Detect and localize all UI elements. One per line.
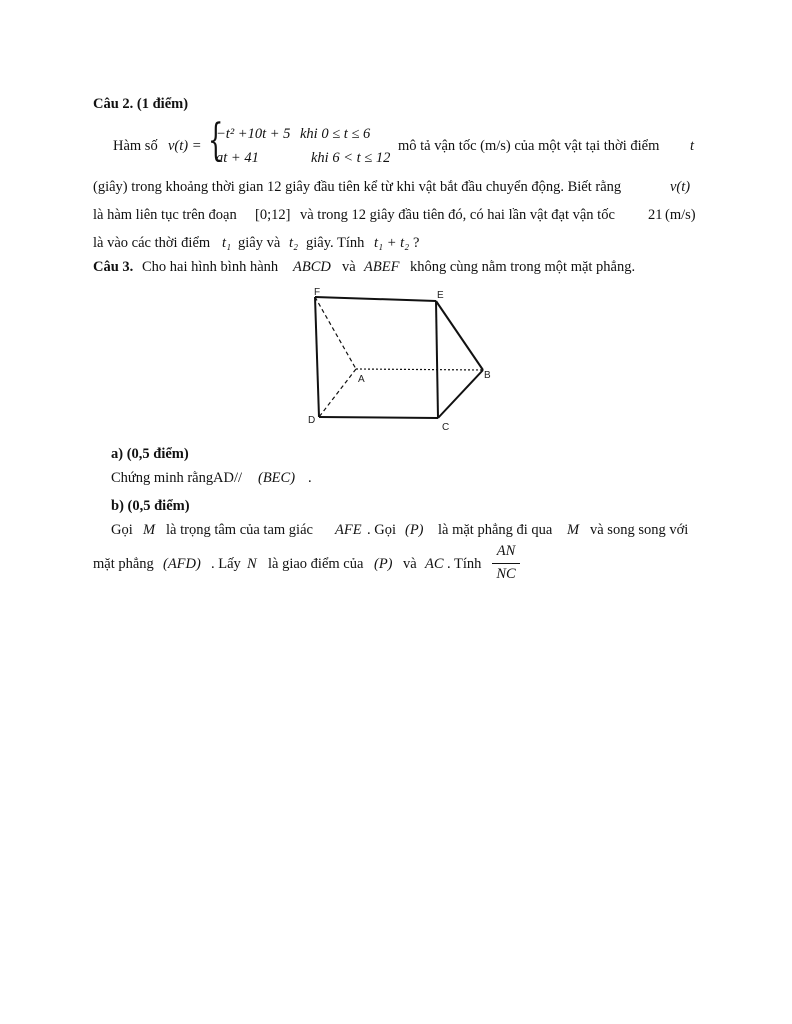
edge-dc [319, 417, 438, 418]
q2-unit: (m/s) [665, 207, 696, 223]
edge-ad-hidden [319, 369, 356, 417]
part-b-l1-c: . Gọi [367, 522, 396, 538]
q2-case1-expr: −t² +10t + 5 [216, 126, 291, 142]
part-b-heading: b) (0,5 điểm) [111, 498, 190, 514]
q2-after-function: mô tả vận tốc (m/s) của một vật tại thời điểm [398, 138, 660, 154]
q2-case1-cond: khi 0 ≤ t ≤ 6 [300, 126, 371, 142]
part-b-l2-b: . Lấy [211, 556, 241, 572]
edge-bc [438, 370, 483, 418]
part-b-afd: (AFD) [163, 556, 201, 572]
part-b-l1-a: Gọi [111, 522, 133, 538]
edge-ec [436, 301, 438, 418]
q2-heading: Câu 2. (1 điểm) [93, 96, 189, 112]
q2-line4-a: là vào các thời điểm [93, 235, 211, 251]
piecewise-brace: { [208, 115, 224, 166]
q3-abcd: ABCD [293, 259, 331, 275]
q2-case2-cond: khi 6 < t ≤ 12 [311, 150, 391, 166]
part-b-l2-c: là giao điểm của [268, 556, 364, 572]
q2-line4-c: giây. Tính [306, 235, 365, 251]
q2-line3-b: và trong 12 giây đầu tiên đó, có hai lần vật đạt vận tốc [300, 207, 615, 223]
fraction-numerator: AN [496, 543, 516, 559]
part-b-ac: AC [425, 556, 444, 572]
q2-sum: t₁ + t₂ [374, 235, 410, 251]
edge-eb [436, 301, 483, 370]
edge-ab-hidden [356, 369, 483, 370]
edge-fd [315, 297, 319, 417]
part-b-p: (P) [405, 522, 424, 538]
part-b-l2-a: mặt phẳng [93, 556, 154, 572]
part-b-n: N [247, 556, 257, 572]
q3-heading: Câu 3. [93, 259, 134, 275]
vertex-label-f: F [314, 287, 321, 298]
edge-fe [315, 297, 436, 301]
part-a-text: Chứng minh rằng [111, 470, 214, 486]
q2-t2: t₂ [289, 235, 299, 251]
part-b-m2: M [567, 522, 580, 538]
part-b-l1-d: là mặt phẳng đi qua [438, 522, 553, 538]
part-a-heading: a) (0,5 điểm) [111, 446, 189, 462]
q2-case2-expr: at + 41 [216, 150, 259, 166]
q2-var-t: t [690, 138, 695, 154]
q2-t1: t₁ [222, 235, 232, 251]
q2-line3-a: là hàm liên tục trên đoạn [93, 207, 237, 223]
q2-interval: [0;12] [255, 207, 291, 223]
vertex-label-b: B [484, 370, 491, 381]
q2-line4-b: giây và [238, 235, 281, 251]
part-b-afe: AFE [335, 522, 362, 538]
part-a-ad: AD// [213, 470, 242, 486]
part-a-period: . [308, 470, 312, 486]
vertex-label-c: C [442, 422, 450, 433]
q2-function-name: v(t) = [168, 138, 202, 154]
part-b-p2: (P) [374, 556, 393, 572]
vertex-label-e: E [437, 290, 444, 301]
q2-question-mark: ? [413, 235, 420, 251]
q2-intro: Hàm số [113, 138, 158, 154]
fraction-bar [492, 563, 520, 564]
q3-text-a: Cho hai hình bình hành [142, 259, 279, 275]
part-b-m: M [143, 522, 156, 538]
q3-abef: ABEF [364, 259, 400, 275]
vertex-label-d: D [308, 415, 316, 426]
part-a-bec: (BEC) [258, 470, 296, 486]
part-b-l2-d: và [403, 556, 417, 572]
q3-text-c: không cùng nằm trong một mặt phẳng. [410, 259, 636, 275]
edge-fa-hidden [315, 297, 356, 369]
q3-text-b: và [342, 259, 356, 275]
q2-speed: 21 [648, 207, 663, 223]
part-b-l2-e: . Tính [447, 556, 482, 572]
part-b-l1-e: và song song với [590, 522, 689, 538]
part-b-l1-b: là trọng tâm của tam giác [166, 522, 313, 538]
fraction-denominator: NC [496, 566, 516, 582]
vertex-label-a: A [358, 374, 365, 385]
q2-line2-func: v(t) [670, 179, 691, 195]
prism-figure [300, 284, 500, 434]
q2-line2: (giây) trong khoảng thời gian 12 giây đầu tiên kể từ khi vật bắt đầu chuyển động. Biết rằng [93, 179, 622, 195]
